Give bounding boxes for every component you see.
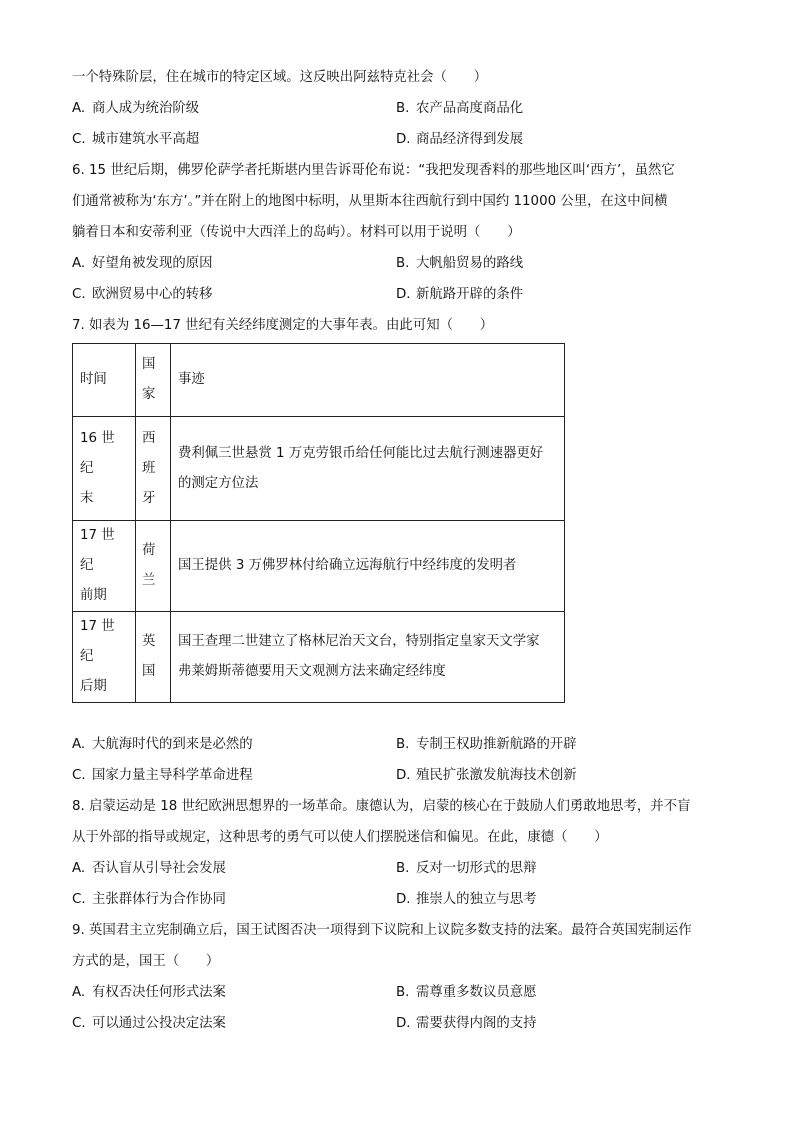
q5-options-row-2: [72, 124, 724, 155]
header-time: 时间: [73, 344, 136, 417]
q5-option-d[interactable]: D. 商品经济得到发展: [396, 132, 524, 147]
q7-options-row-2: [72, 760, 724, 791]
cell-country: 西 班 牙: [136, 417, 171, 521]
q8-stem-line-2: 从于外部的指导或规定，这种思考的勇气可以使人们摆脱迷信和偏见。在此，康德（ ）: [72, 830, 608, 845]
q7-option-c[interactable]: C. 国家力量主导科学革命进程: [72, 768, 253, 783]
q7-stem: 7. 如表为 16—17 世纪有关经纬度测定的大事年表。由此可知（ ）: [72, 318, 494, 333]
q8-option-a[interactable]: A. 否认盲从引导社会发展: [72, 861, 226, 876]
q9-option-b[interactable]: B. 需尊重多数议员意愿: [396, 985, 537, 1000]
q7-option-a[interactable]: A. 大航海时代的到来是必然的: [72, 737, 253, 752]
q7-events-table: [72, 343, 565, 703]
q8-stem-line-1: 8. 启蒙运动是 18 世纪欧洲思想界的一场革命。康德认为，启蒙的核心在于鼓励人们勇敢地思考，并不盲: [72, 799, 691, 814]
q9-options-row-1: [72, 977, 724, 1008]
cell-country: 荷 兰: [136, 521, 171, 612]
q6-stem-line-1: 6. 15 世纪后期，佛罗伦萨学者托斯堪内里告诉哥伦布说：“我把发现香料的那些地区叫‘西方’，虽然它: [72, 163, 675, 178]
cell-country: 英 国: [136, 612, 171, 703]
q6-options-row-2: [72, 279, 724, 310]
cell-event: 费利佩三世悬赏 1 万克劳银币给任何能比过去航行测速器更好 的测定方位法: [171, 417, 565, 521]
table-header-row: [73, 344, 565, 417]
q6-option-b[interactable]: B. 大帆船贸易的路线: [396, 256, 524, 271]
cell-event: 国王查理二世建立了格林尼治天文台，特别指定皇家天文学家 弗莱姆斯蒂德要用天文观测方法来确定经纬度: [171, 612, 565, 703]
q7-option-b[interactable]: B. 专制王权助推新航路的开辟: [396, 737, 577, 752]
q6-option-a[interactable]: A. 好望角被发现的原因: [72, 256, 213, 271]
q9-option-c[interactable]: C. 可以通过公投决定法案: [72, 1016, 226, 1031]
table-row: [73, 521, 565, 612]
q6-options-row-1: [72, 248, 724, 279]
q6-option-c[interactable]: C. 欧洲贸易中心的转移: [72, 287, 213, 302]
table-row: [73, 417, 565, 521]
header-event: 事迹: [171, 344, 565, 417]
q5-stem: 一个特殊阶层，住在城市的特定区域。这反映出阿兹特克社会（ ）: [72, 70, 488, 85]
q9-options-row-2: [72, 1008, 724, 1039]
q8-option-d[interactable]: D. 推崇人的独立与思考: [396, 892, 537, 907]
q8-option-c[interactable]: C. 主张群体行为合作协同: [72, 892, 226, 907]
q6-stem-line-2: 们通常被称为‘东方’。”并在附上的地图中标明，从里斯本往西航行到中国约 11000 公里，在这中间横: [72, 194, 668, 209]
q9-option-a[interactable]: A. 有权否决任何形式法案: [72, 985, 226, 1000]
q8-options-row-2: [72, 884, 724, 915]
q6-option-d[interactable]: D. 新航路开辟的条件: [396, 287, 524, 302]
q7-options-row-1: [72, 729, 724, 760]
q8-option-b[interactable]: B. 反对一切形式的思辩: [396, 861, 537, 876]
q5-option-c[interactable]: C. 城市建筑水平高超: [72, 132, 200, 147]
cell-time: 17 世纪 后期: [73, 612, 136, 703]
q7-option-d[interactable]: D. 殖民扩张激发航海技术创新: [396, 768, 577, 783]
cell-time: 16 世纪 末: [73, 417, 136, 521]
q5-options-row-1: [72, 93, 724, 124]
q5-option-b[interactable]: B. 农产品高度商品化: [396, 101, 524, 116]
cell-time: 17 世纪 前期: [73, 521, 136, 612]
cell-event: 国王提供 3 万佛罗林付给确立远海航行中经纬度的发明者: [171, 521, 565, 612]
q9-stem-line-2: 方式的是，国王（ ）: [72, 954, 220, 969]
exam-page: [72, 62, 724, 1039]
q5-option-a[interactable]: A. 商人成为统治阶级: [72, 101, 200, 116]
q9-option-d[interactable]: D. 需要获得内阁的支持: [396, 1016, 537, 1031]
q8-options-row-1: [72, 853, 724, 884]
header-country: 国 家: [136, 344, 171, 417]
q9-stem-line-1: 9. 英国君主立宪制确立后，国王试图否决一项得到下议院和上议院多数支持的法案。最符合英国宪制运作: [72, 923, 692, 938]
q6-stem-line-3: 躺着日本和安蒂利亚（传说中大西洋上的岛屿）。材料可以用于说明（ ）: [72, 225, 521, 240]
table-row: [73, 612, 565, 703]
